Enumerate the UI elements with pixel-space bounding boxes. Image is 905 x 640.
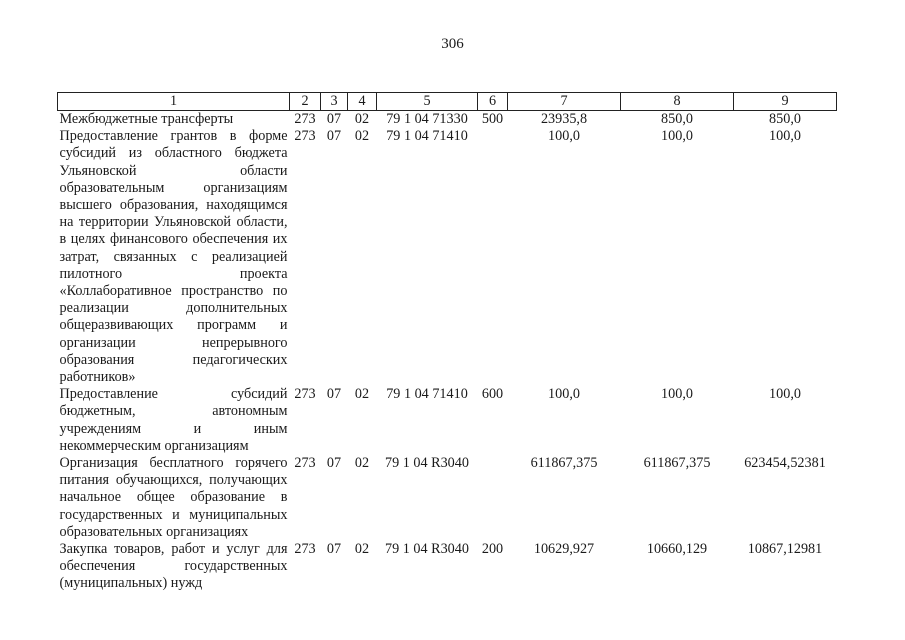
cell-c5: 79 1 04 71330: [386, 111, 468, 127]
row-name: Предоставление субсидий бюджетным, автономным учреждениям и иным некоммерческим организациям: [59, 386, 288, 454]
cell-c8: 611867,375: [643, 455, 711, 472]
cell-c9: 850,0: [769, 111, 801, 127]
page-number: 306: [441, 36, 464, 52]
column-header: 7: [508, 93, 621, 111]
cell-c3: 07: [326, 111, 342, 127]
cell-c6: 600: [481, 386, 504, 403]
cell-c4: 02: [354, 455, 370, 472]
cell-c9: 100,0: [769, 386, 801, 403]
cell-c4: 02: [354, 128, 370, 145]
cell-c7: 611867,375: [530, 455, 598, 472]
cell-c8: 850,0: [661, 111, 693, 127]
cell-c3: 07: [326, 128, 342, 145]
cell-c2: 273: [294, 455, 316, 472]
cell-c7: 23935,8: [540, 111, 588, 127]
cell-c6: 500: [481, 111, 504, 127]
cell-c2: 273: [294, 541, 316, 558]
row-name: Организация бесплатного горячего питания обучающихся, получающих начальное общее образование в государственных и муниципальных образовательных организациях: [59, 455, 288, 540]
cell-c7: 100,0: [548, 128, 580, 145]
table-row: [58, 111, 837, 129]
table-header-row: [58, 93, 837, 111]
cell-c6: [478, 455, 508, 541]
cell-c3: 07: [326, 455, 342, 472]
cell-c3: 07: [326, 541, 342, 558]
table-row: [58, 541, 837, 593]
cell-c9: 100,0: [769, 128, 801, 145]
column-header: 9: [734, 93, 837, 111]
cell-c7: 100,0: [548, 386, 580, 403]
cell-c5: 79 1 04 R3040: [385, 455, 469, 472]
column-header: 2: [290, 93, 321, 111]
column-header: 5: [377, 93, 478, 111]
cell-c2: 273: [294, 128, 316, 145]
cell-c9: 10867,12981: [747, 541, 823, 558]
column-header: 3: [321, 93, 348, 111]
cell-c2: 273: [294, 386, 316, 403]
row-name: Предоставление грантов в форме субсидий из областного бюджета Ульяновской области образовательным организациям высшего образования, находящимся на территории Ульяновской области, в целях финансового обеспечения их затрат, связанных с реализацией пилотного проекта «Коллаборативное пространство по реализации дополнительных общеразвивающих программ и организации непрерывного образования педагогических работников»: [59, 128, 288, 386]
cell-c2: 273: [294, 111, 316, 127]
cell-c6: 200: [481, 541, 504, 558]
cell-c6: [478, 128, 508, 386]
cell-c9: 623454,52381: [744, 455, 826, 472]
column-header: 1: [58, 93, 290, 111]
cell-c5: 79 1 04 71410: [386, 386, 468, 403]
table-row: [58, 455, 837, 541]
cell-c5: 79 1 04 R3040: [385, 541, 469, 558]
cell-c8: 100,0: [661, 128, 693, 145]
budget-table: [57, 92, 837, 593]
column-header: 8: [621, 93, 734, 111]
column-header: 4: [348, 93, 377, 111]
cell-c4: 02: [354, 386, 370, 403]
row-name: Закупка товаров, работ и услуг для обеспечения государственных (муниципальных) нужд: [59, 541, 288, 592]
cell-c8: 100,0: [661, 386, 693, 403]
cell-c3: 07: [326, 386, 342, 403]
column-header: 6: [478, 93, 508, 111]
cell-c5: 79 1 04 71410: [386, 128, 468, 145]
row-name: Межбюджетные трансферты: [59, 111, 234, 127]
table-row: [58, 386, 837, 455]
cell-c4: 02: [354, 111, 370, 127]
cell-c4: 02: [354, 541, 370, 558]
cell-c7: 10629,927: [533, 541, 595, 558]
table-row: [58, 128, 837, 386]
cell-c8: 10660,129: [646, 541, 708, 558]
